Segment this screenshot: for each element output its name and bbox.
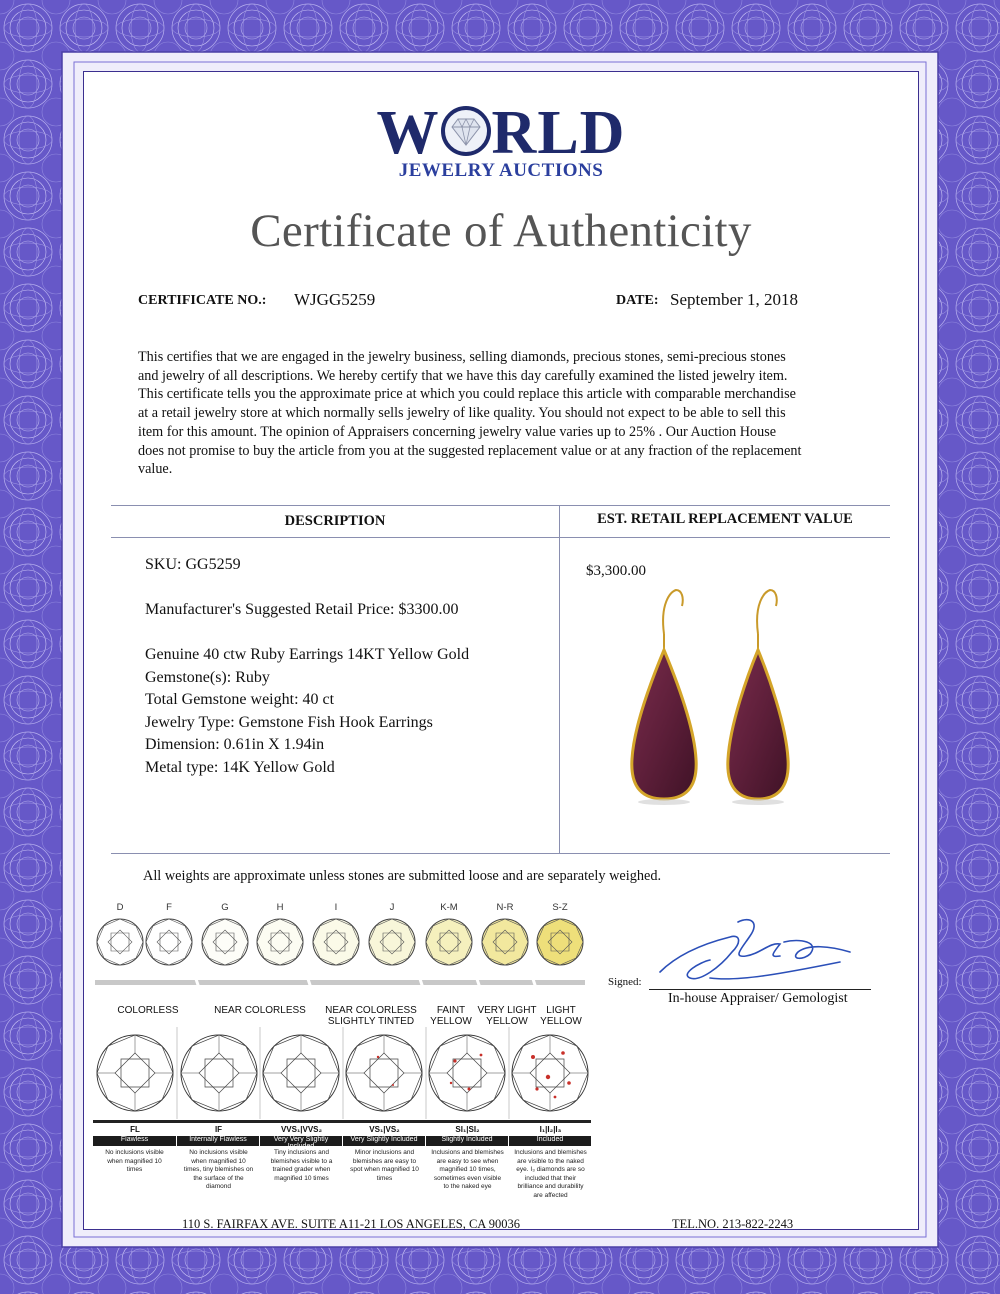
color-grade-chart	[93, 894, 593, 1027]
signature-line	[649, 989, 871, 990]
clarity-name: Internally Flawless	[177, 1136, 259, 1146]
color-group-label: VERY LIGHT YELLOW	[477, 1005, 537, 1027]
signed-label: Signed:	[608, 976, 642, 988]
clarity-description: No inclusions visible when magnified 10 times	[105, 1149, 164, 1173]
item-details	[145, 644, 469, 779]
certificate-no-label: CERTIFICATE NO.:	[138, 293, 267, 308]
detail-line: Total Gemstone weight: 40 ct	[145, 691, 335, 708]
detail-line: Metal type: 14K Yellow Gold	[145, 758, 335, 776]
page-title: Certificate of Authenticity	[250, 205, 752, 257]
clarity-code: FL	[130, 1125, 140, 1134]
clarity-name: Very Slightly Included	[343, 1136, 425, 1146]
color-group-label: NEAR COLORLESS	[214, 1005, 306, 1016]
grade-letter: H	[276, 902, 284, 913]
handwritten-signature	[650, 912, 870, 992]
clarity-description: No inclusions visible when magnified 10 times, tiny blemishes on the surface of the diamond	[183, 1149, 254, 1190]
body-line: This certificate tells you the approximate price at which you could replace this article with comparable merchandise	[138, 386, 796, 403]
certificate-body	[83, 71, 919, 1230]
grade-letter: J	[389, 902, 395, 913]
detail-line: Dimension: 0.61in X 1.94in	[145, 736, 325, 753]
body-line: does not promise to buy the article from you at the suggested replacement value or at any fraction of the replacement	[138, 442, 802, 459]
grade-letter: G	[221, 902, 229, 913]
weights-note: All weights are approximate unless stones are submitted loose and are separately weighed.	[143, 868, 662, 884]
clarity-code: IF	[214, 1125, 223, 1134]
body-line: This certifies that we are engaged in the jewelry business, selling diamonds, precious stones, semi-precious stones	[138, 349, 786, 365]
ruby-earrings-image	[612, 584, 812, 809]
detail-line: Jewelry Type: Gemstone Fish Hook Earrings	[145, 713, 433, 731]
clarity-name: Flawless	[93, 1136, 176, 1146]
body-line: item for this amount. The opinion of Appraisers concerning jewelry value varies up to 25% . Our Auction House	[138, 423, 777, 440]
replacement-value: $3,300.00	[586, 563, 646, 579]
grade-letter: K-M	[440, 902, 458, 913]
diamond-icon	[440, 105, 492, 157]
color-group-label: COLORLESS	[117, 1005, 179, 1016]
color-group-label: LIGHT YELLOW	[540, 1005, 582, 1027]
grade-letter: D	[116, 902, 124, 913]
description-header: DESCRIPTION	[284, 513, 386, 529]
body-line: value.	[138, 461, 173, 478]
certification-text	[138, 348, 882, 479]
value-header: EST. RETAIL REPLACEMENT VALUE	[597, 511, 853, 527]
clarity-description: Minor inclusions and blemishes are easy to spot when magnified 10 times	[350, 1149, 419, 1182]
date-value: September 1, 2018	[670, 290, 798, 309]
msrp: Manufacturer's Suggested Retail Price: $3300.00	[145, 601, 459, 618]
clarity-name: Slightly Included	[426, 1136, 508, 1146]
clarity-code: VVS₁|VVS₂	[280, 1125, 323, 1134]
certificate-no-value: WJGG5259	[294, 290, 376, 309]
appraiser-title: In-house Appraiser/ Gemologist	[668, 991, 848, 1006]
logo-subtitle: JEWELRY AUCTIONS	[398, 160, 604, 181]
detail-line: Gemstone(s): Ruby	[145, 668, 270, 686]
clarity-grade-chart	[93, 1027, 593, 1217]
date-label: DATE:	[616, 293, 659, 308]
clarity-description: Inclusions and blemishes are visible to the naked eye. I₃ diamonds are so included that their brilliance and durability are affected	[514, 1149, 587, 1199]
color-group-label: NEAR COLORLESS SLIGHTLY TINTED	[325, 1005, 417, 1027]
clarity-code: I₁|I₂|I₃	[539, 1125, 562, 1134]
clarity-code: VS₁|VS₂	[369, 1125, 400, 1134]
grade-letter: N-R	[496, 902, 514, 913]
logo-wordmark: W RLD	[376, 99, 626, 167]
color-diamonds-graphic	[93, 918, 593, 1008]
clarity-description: Inclusions and blemishes are easy to see when magnified 10 times, sometimes even visible to the naked eye	[431, 1149, 504, 1190]
color-group-label: FAINT YELLOW	[430, 1005, 472, 1027]
detail-line: Genuine 40 ctw Ruby Earrings 14KT Yellow Gold	[145, 646, 470, 663]
body-line: at a retail jewelry store at which normally sells jewelry of like quality. You should not expect to be able to sell this	[138, 405, 786, 422]
sku: SKU: GG5259	[145, 556, 241, 573]
grade-letter: I	[334, 902, 338, 913]
footer-phone: TEL.NO. 213-822-2243	[672, 1217, 794, 1231]
footer-address: 110 S. FAIRFAX AVE. SUITE A11-21 LOS ANGELES, CA 90036	[182, 1217, 520, 1231]
clarity-name: Very Very Slightly Included	[260, 1136, 342, 1146]
clarity-diamonds-graphic	[93, 1027, 593, 1127]
body-line: and jewelry of all descriptions. We hereby certify that we have this day carefully examined the listed jewelry item.	[138, 367, 788, 384]
grade-letter: S-Z	[552, 902, 568, 913]
clarity-code: SI₁|SI₂	[455, 1125, 480, 1134]
clarity-description: Tiny inclusions and blemishes visible to a trained grader when magnified 10 times	[270, 1149, 333, 1182]
clarity-name: Included	[509, 1136, 591, 1146]
grade-letter: F	[166, 902, 172, 913]
